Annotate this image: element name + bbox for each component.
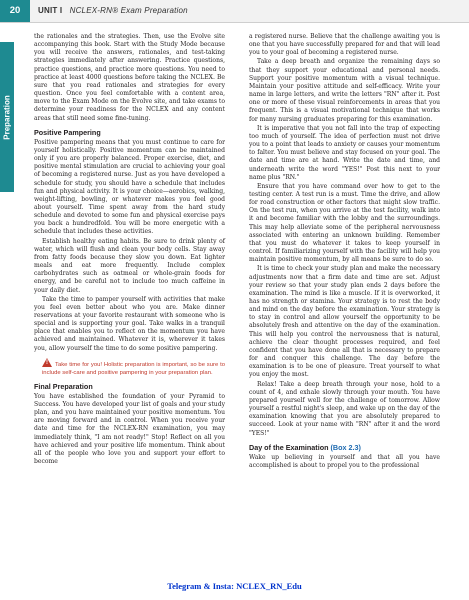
paragraph: You have established the foundation of your Pyramid to Success. You have developed your list of goals and your study plan, and you have maintained your positive momentum. You are moving forward and in control. When you receive your date and time for the NCLEX-RN examination, you may immediately think, "I am not ready!" Stop! Reflect on all you have achieved and your positive life momentum. Think about all of the people who love you and support your effort to become xyxy=(34,392,225,466)
section-heading-positive-pampering: Positive Pampering xyxy=(34,127,101,137)
book-title: NCLEX-RN® Exam Preparation xyxy=(69,6,188,15)
left-column xyxy=(34,33,225,467)
paragraph: Establish healthy eating habits. Be sure to drink plenty of water, which will flush and clean your body cells. Stay away from fatty foods because they slow you down. Eat lighter meals and eat more frequently. Include complex carbohydrates such as oatmeal or whole-grain foods for energy, and be careful not to include too much caffeine in your daily diet. xyxy=(34,237,225,294)
callout-text: Take time for you! Holistic preparation is important, so be sure to include self-care and positive pampering in your preparation plan. xyxy=(42,361,225,376)
side-tab-label: Preparation xyxy=(2,94,12,140)
paragraph: the rationales and the strategies. Then, use the Evolve site accompanying this book. Start with the Study Mode because you will receive the answers, rationales, and test-taking strategies immediately after answering. Practice questions, practice questions, and practice more questions. You need to practice at least 4000 questions before taking the NCLEX. Be sure that you read rationales and strategies for every question. Once you feel comfortable with a content area, move to the Exam Mode on the Evolve site, and take exams to determine your readiness for the NCLEX and any content areas that still need some fine-tuning. xyxy=(34,33,225,122)
paragraph: Take the time to pamper yourself with activities that make you feel even better about who you are. Make dinner reservations at your favorite restaurant with someone who is special and is supporting your goal. Take walks in a tranquil place that enables you to reflect on the momentum you have achieved and maintained. Whatever it is, wherever it takes you, allow yourself the time to do some positive pampering. xyxy=(34,295,225,352)
heading-text: Day of the Examination xyxy=(249,442,329,452)
paragraph: Take a deep breath and organize the remaining days so that they support your educational and personal needs. Support your positive momentum with a visual technique. Maintain your positive attitude and self-efficacy. Write your name in large letters, and write the letters "RN" after it. Post one or more of these visual reinforcements in areas that you frequent. This is a visual motivational technique that works for many nursing graduates preparing for this examination. xyxy=(249,58,440,123)
paragraph: It is imperative that you not fall into the trap of expecting too much of yourself. The idea of perfection must not drive you to a point that leads to anxiety or causes your momentum to falter. You must believe and stay focused on your goal. The date and time are at hand. Write the date and time, and underneath write the word "YES!" Post this next to your name plus "RN." xyxy=(249,124,440,181)
paragraph: It is time to check your study plan and make the necessary adjustments now that a firm date and time are set. Adjust your review so that your study plan ends 2 days before the examination. The mind is like a muscle. If it is overworked, it has no strength or stamina. Your strategy is to rest the body and mind on the day before the examination. Your strategy is to stay in control and allow yourself the opportunity to be absolutely fresh and attentive on the day of the examination. This will help you control the nervousness that is natural, achieve the clear thought processes required, and feel confident that you have done all that is necessary to prepare for and conquer this challenge. The day before the examination is to be one of pleasure. Treat yourself to what you enjoy the most. xyxy=(249,265,440,379)
box-reference-link[interactable]: (Box 2.3) xyxy=(330,442,361,452)
page-number: 20 xyxy=(0,0,30,22)
paragraph: Wake up believing in yourself and that all you have accomplished is about to propel you to the professional xyxy=(249,453,440,469)
paragraph: Positive pampering means that you must continue to care for yourself holistically. Positive momentum can be maintained only if you are properly balanced. Proper exercise, diet, and positive mental stimulation are crucial to achieving your goal of becoming a registered nurse. Just as you have developed a schedule for study, you should have a schedule that includes fun and physical activity. It is your choice—aerobics, walking, weight-lifting, bowling, or whatever makes you feel good about yourself. Time spent away from the hard study schedule and devoted to some fun and physical exercise pays you back a hundredfold. You will be more energetic with a schedule that includes these activities. xyxy=(34,138,225,236)
paragraph: Relax! Take a deep breath through your nose, hold to a count of 4, and exhale slowly through your mouth. You have prepared yourself well for the challenge of tomorrow. Allow yourself a restful night's sleep, and wake up on the day of the examination knowing that you are absolutely prepared to succeed. Look at your name with "RN" after it and the word "YES!" xyxy=(249,380,440,437)
warning-callout xyxy=(42,358,225,377)
footer-watermark: Telegram & Insta: NCLEX_RN_Edu xyxy=(167,581,302,591)
paragraph: Ensure that you have command over how to get to the testing center. A test run is a must. Time the drive, and allow for road construction or other factors that might slow traffic. On the test run, when you arrive at the test facility, walk into it and become familiar with the lobby and the surroundings. This may help alleviate some of the peripheral nervousness associated with entering an unknown building. Remember that you must do whatever it takes to keep yourself in control. If familiarizing yourself with the facility will help you maintain positive momentum, by all means be sure to do so. xyxy=(249,182,440,264)
section-heading-final-preparation: Final Preparation xyxy=(34,381,93,391)
section-side-tab xyxy=(0,42,14,192)
right-column xyxy=(249,33,440,471)
section-heading-day-of-examination xyxy=(249,443,440,452)
header-title xyxy=(38,0,188,22)
running-header xyxy=(0,0,469,23)
warning-icon xyxy=(42,358,52,367)
unit-label: UNIT I xyxy=(38,6,63,15)
paragraph: a registered nurse. Believe that the challenge awaiting you is one that you have successfully prepared for and that will lead you to your goal of becoming a registered nurse. xyxy=(249,33,440,57)
